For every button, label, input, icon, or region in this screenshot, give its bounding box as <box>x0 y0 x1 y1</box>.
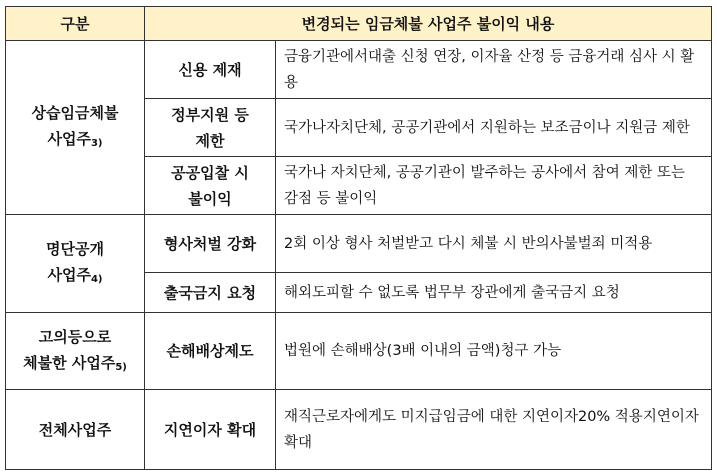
category-intentional-employer <box>6 313 145 390</box>
item-line: 형사처벌 강화 <box>163 234 257 253</box>
content-criminal-penalty: 2회 이상 형사 처벌받고 다시 체불 시 반의사불벌죄 미적용 <box>276 215 712 273</box>
header-row <box>6 7 712 41</box>
sanction-table <box>5 6 712 470</box>
table-row <box>6 215 712 273</box>
item-line: 지연이자 확대 <box>163 420 257 439</box>
table-row <box>6 313 712 390</box>
table-row <box>6 390 712 470</box>
category-line: 사업주 <box>47 266 91 284</box>
item-line: 출국금지 요청 <box>163 283 257 302</box>
item-damages <box>145 313 276 390</box>
category-disclosed-employer <box>6 215 145 313</box>
category-line: 고의등으로 <box>38 327 112 346</box>
category-habitual-employer <box>6 41 145 215</box>
category-line: 명단공개 <box>46 240 104 258</box>
item-late-interest <box>145 390 276 470</box>
category-line: 체불한 사업주 <box>23 353 116 372</box>
content-late-interest: 재직근로자에게도 미지급임금에 대한 지연이자20% 적용지연이자 확대 <box>276 390 712 470</box>
item-line: 공공입찰 시 <box>171 163 249 182</box>
footnote-marker: 5) <box>115 361 127 373</box>
category-all-employers <box>6 390 145 470</box>
item-line: 신용 제재 <box>178 60 242 79</box>
category-line: 상습임금체불 <box>31 104 119 122</box>
item-line: 손해배상제도 <box>166 342 254 360</box>
item-credit-sanction <box>145 41 276 99</box>
item-public-bid-penalty <box>145 157 276 215</box>
category-line-wrap <box>10 350 140 379</box>
item-line: 정부지원 등 <box>171 105 249 124</box>
footnote-marker: 4) <box>90 274 103 285</box>
content-damages: 법원에 손해배상(3배 이내의 금액)청구 가능 <box>276 313 712 390</box>
content-credit-sanction: 금융기관에서대출 신청 연장, 이자율 산정 등 금융거래 심사 시 활용 <box>276 41 712 99</box>
table-row <box>6 41 712 99</box>
item-criminal-penalty <box>145 215 276 273</box>
category-line: 전체사업주 <box>38 420 112 439</box>
item-line: 불이익 <box>188 189 232 208</box>
category-line-wrap <box>10 126 140 155</box>
item-gov-support-limit <box>145 99 276 157</box>
footnote-marker: 3) <box>90 138 103 149</box>
content-gov-support-limit: 국가나자치단체, 공공기관에서 지원하는 보조금이나 지원금 제한 <box>276 99 712 157</box>
header-content: 변경되는 임금체불 사업주 불이익 내용 <box>145 7 712 41</box>
item-line: 제한 <box>195 131 225 150</box>
content-public-bid-penalty: 국가나 자치단체, 공공기관이 발주하는 공사에서 참여 제한 또는 감점 등 불이익 <box>276 157 712 215</box>
category-line: 사업주 <box>47 130 91 148</box>
item-travel-ban <box>145 273 276 313</box>
category-line-wrap <box>10 262 140 291</box>
header-category: 구분 <box>6 7 145 41</box>
content-travel-ban: 해외도피할 수 없도록 법무부 장관에게 출국금지 요청 <box>276 273 712 313</box>
